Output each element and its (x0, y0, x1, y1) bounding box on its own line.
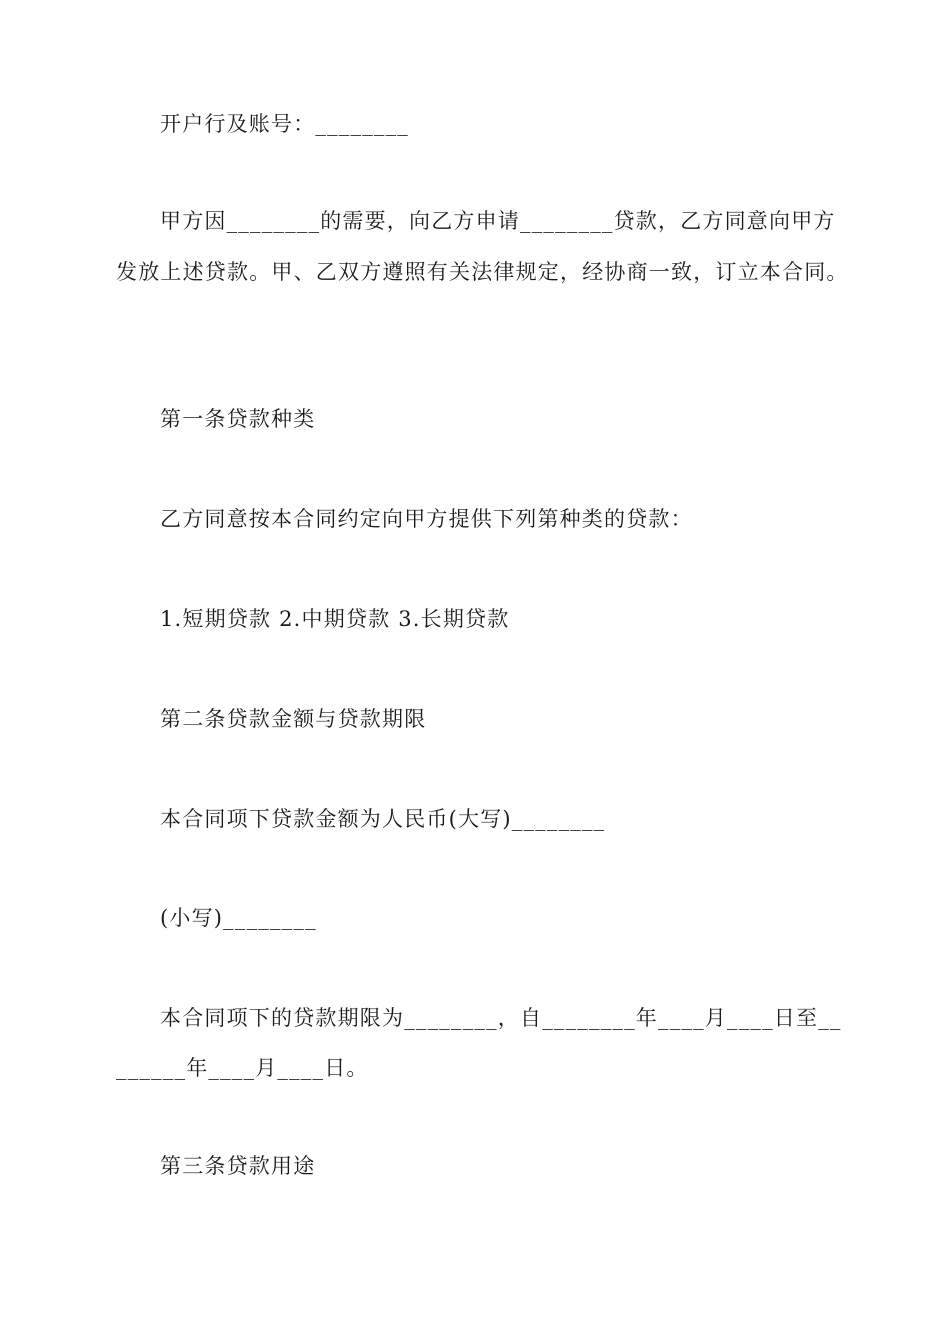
article-2-amount-upper: 本合同项下贷款金额为人民币(大写)________ (160, 807, 606, 831)
article-1-heading: 第一条贷款种类 (160, 407, 316, 431)
article-2-term-line-1: 本合同项下的贷款期限为________，自________年____月____日至__ (160, 1006, 842, 1030)
intro-paragraph-line-1: 甲方因________的需要，向乙方申请________贷款，乙方同意向甲方 (160, 209, 836, 233)
article-3-heading: 第三条贷款用途 (160, 1154, 316, 1178)
article-2-heading: 第二条贷款金额与贷款期限 (160, 707, 427, 731)
intro-paragraph-line-2: 发放上述贷款。甲、乙双方遵照有关法律规定，经协商一致，订立本合同。 (116, 260, 849, 284)
article-2-amount-lower: (小写)________ (160, 906, 317, 930)
article-1-options: 1.短期贷款 2.中期贷款 3.长期贷款 (160, 607, 510, 631)
account-line: 开户行及账号：________ (160, 112, 409, 136)
article-1-text: 乙方同意按本合同约定向甲方提供下列第种类的贷款： (160, 507, 693, 531)
article-2-term-line-2: ______年____月____日。 (116, 1056, 369, 1080)
